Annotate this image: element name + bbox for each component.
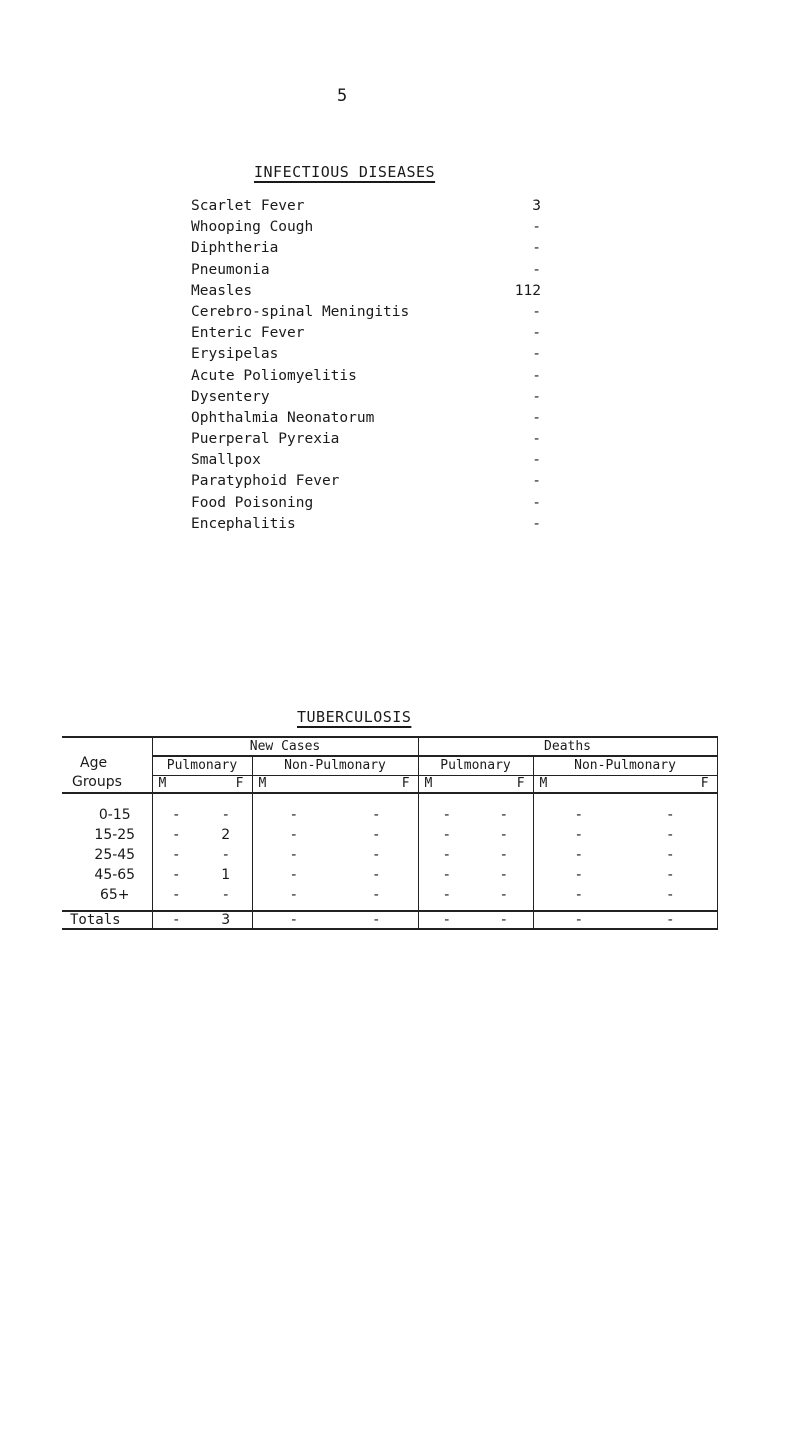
value-cell: - (152, 825, 200, 845)
disease-row (191, 429, 541, 450)
age-group-cell: 15-25 (94, 827, 136, 843)
value-cell: - (252, 845, 335, 865)
spacer-cell (62, 793, 152, 805)
value-cell: - (533, 885, 624, 905)
value-cell: - (252, 885, 335, 905)
disease-name: Ophthalmia Neonatorum (191, 409, 375, 426)
table-row (62, 845, 717, 865)
value-cell: - (501, 887, 507, 903)
disease-count: - (532, 346, 541, 363)
value-cell: - (152, 805, 200, 825)
disease-count: - (532, 409, 541, 426)
value-cell: - (533, 865, 624, 885)
value-cell: - (501, 847, 507, 863)
sex-header-m: M (152, 775, 200, 793)
tuberculosis-table (62, 736, 718, 930)
totals-value: - (533, 911, 624, 929)
value-cell: - (252, 825, 335, 845)
disease-row (191, 408, 541, 429)
infectious-diseases-title: INFECTIOUS DISEASES (254, 163, 436, 181)
disease-row (191, 281, 541, 302)
table-row (62, 865, 717, 885)
disease-name: Paratyphoid Fever (191, 473, 340, 490)
value-cell: - (418, 805, 475, 825)
spacer-cell (335, 793, 418, 805)
disease-name: Food Poisoning (191, 494, 314, 511)
value-cell: 2 (221, 827, 231, 843)
value-cell: - (152, 885, 200, 905)
disease-count: - (532, 240, 541, 257)
value-cell: - (223, 887, 229, 903)
tuberculosis-title: TUBERCULOSIS (297, 708, 412, 726)
totals-value: - (624, 911, 717, 929)
deaths-non-pulmonary-header: Non-Pulmonary (533, 756, 717, 775)
table-row (62, 805, 717, 825)
table-row (62, 825, 717, 845)
value-cell: - (418, 825, 475, 845)
table-row (62, 885, 717, 905)
disease-name: Cerebro-spinal Meningitis (191, 303, 410, 320)
new-non-pulmonary-header: Non-Pulmonary (252, 756, 418, 775)
value-cell: - (418, 865, 475, 885)
age-header-line2: Groups (72, 774, 122, 790)
disease-name: Puerperal Pyrexia (191, 431, 340, 448)
age-group-cell: 65+ (99, 887, 130, 903)
disease-count: - (532, 303, 541, 320)
age-group-cell: 25-45 (94, 847, 136, 863)
value-cell: - (373, 887, 379, 903)
age-group-cell: 0-15 (98, 807, 131, 823)
disease-name: Dysentery (191, 388, 270, 405)
disease-count: 112 (514, 282, 541, 299)
disease-name: Acute Poliomyelitis (191, 367, 357, 384)
disease-count: - (532, 367, 541, 384)
disease-count: - (532, 325, 541, 342)
value-cell: - (533, 845, 624, 865)
disease-name: Encephalitis (191, 515, 296, 532)
value-cell: - (624, 845, 717, 865)
spacer-cell (624, 793, 717, 805)
disease-count: - (532, 388, 541, 405)
deaths-header: Deaths (418, 737, 717, 756)
value-cell: - (533, 825, 624, 845)
disease-count: - (532, 261, 541, 278)
value-cell: - (624, 825, 717, 845)
totals-value: - (418, 911, 475, 929)
value-cell: - (624, 805, 717, 825)
new-pulmonary-header: Pulmonary (152, 756, 252, 775)
disease-name: Erysipelas (191, 346, 279, 363)
sex-header-m: M (418, 775, 475, 793)
value-cell: - (418, 885, 475, 905)
value-cell: - (152, 865, 200, 885)
disease-count: - (532, 219, 541, 236)
disease-row (191, 450, 541, 471)
totals-value: - (152, 911, 200, 929)
table-spacer-row (62, 793, 717, 805)
disease-row (191, 302, 541, 323)
disease-name: Enteric Fever (191, 325, 305, 342)
disease-row (191, 344, 541, 365)
disease-row (191, 387, 541, 408)
spacer-cell (200, 793, 252, 805)
deaths-pulmonary-header: Pulmonary (418, 756, 533, 775)
spacer-cell (152, 793, 200, 805)
value-cell: - (223, 847, 229, 863)
sex-header-m: M (533, 775, 624, 793)
disease-name: Scarlet Fever (191, 198, 305, 214)
value-cell: - (501, 807, 507, 823)
value-cell: - (373, 807, 379, 823)
disease-row (191, 196, 541, 217)
totals-label: Totals (62, 911, 152, 929)
spacer-cell (533, 793, 624, 805)
disease-name: Diphtheria (191, 240, 279, 257)
page-number: 5 (337, 86, 348, 106)
new-cases-header: New Cases (152, 737, 418, 756)
disease-row (191, 471, 541, 492)
spacer-cell (418, 793, 475, 805)
age-header-line1: Age (80, 755, 108, 771)
disease-count: - (532, 452, 541, 469)
totals-row (62, 911, 717, 929)
disease-count: 3 (532, 198, 541, 214)
disease-row (191, 493, 541, 514)
disease-row (191, 260, 541, 281)
disease-row (191, 514, 541, 535)
disease-row (191, 217, 541, 238)
value-cell: - (624, 885, 717, 905)
sex-header-f: F (475, 775, 533, 793)
age-group-cell: 45-65 (94, 867, 136, 883)
value-cell: - (252, 865, 335, 885)
totals-value: - (252, 911, 335, 929)
totals-value: - (335, 911, 418, 929)
disease-count: - (532, 515, 541, 532)
value-cell: - (373, 827, 379, 843)
value-cell: - (373, 867, 379, 883)
value-cell: - (501, 827, 507, 843)
disease-count: - (532, 431, 541, 448)
value-cell: - (152, 845, 200, 865)
value-cell: 1 (221, 867, 231, 883)
spacer-cell (252, 793, 335, 805)
disease-row (191, 238, 541, 259)
disease-count: - (532, 473, 541, 490)
age-groups-header (62, 737, 152, 793)
sex-header-f: F (624, 775, 717, 793)
value-cell: - (223, 807, 229, 823)
value-cell: - (252, 805, 335, 825)
value-cell: - (533, 805, 624, 825)
totals-value: 3 (200, 911, 252, 929)
sex-header-f: F (200, 775, 252, 793)
disease-name: Measles (191, 282, 253, 299)
totals-value: - (475, 911, 533, 929)
disease-row (191, 323, 541, 344)
value-cell: - (624, 865, 717, 885)
spacer-cell (475, 793, 533, 805)
sex-header-f: F (335, 775, 418, 793)
value-cell: - (418, 845, 475, 865)
sex-header-m: M (252, 775, 335, 793)
value-cell: - (501, 867, 507, 883)
disease-row (191, 366, 541, 387)
disease-name: Smallpox (191, 452, 261, 469)
value-cell: - (373, 847, 379, 863)
disease-name: Pneumonia (191, 261, 270, 278)
disease-list (191, 196, 541, 535)
disease-name: Whooping Cough (191, 219, 314, 236)
disease-count: - (532, 494, 541, 511)
